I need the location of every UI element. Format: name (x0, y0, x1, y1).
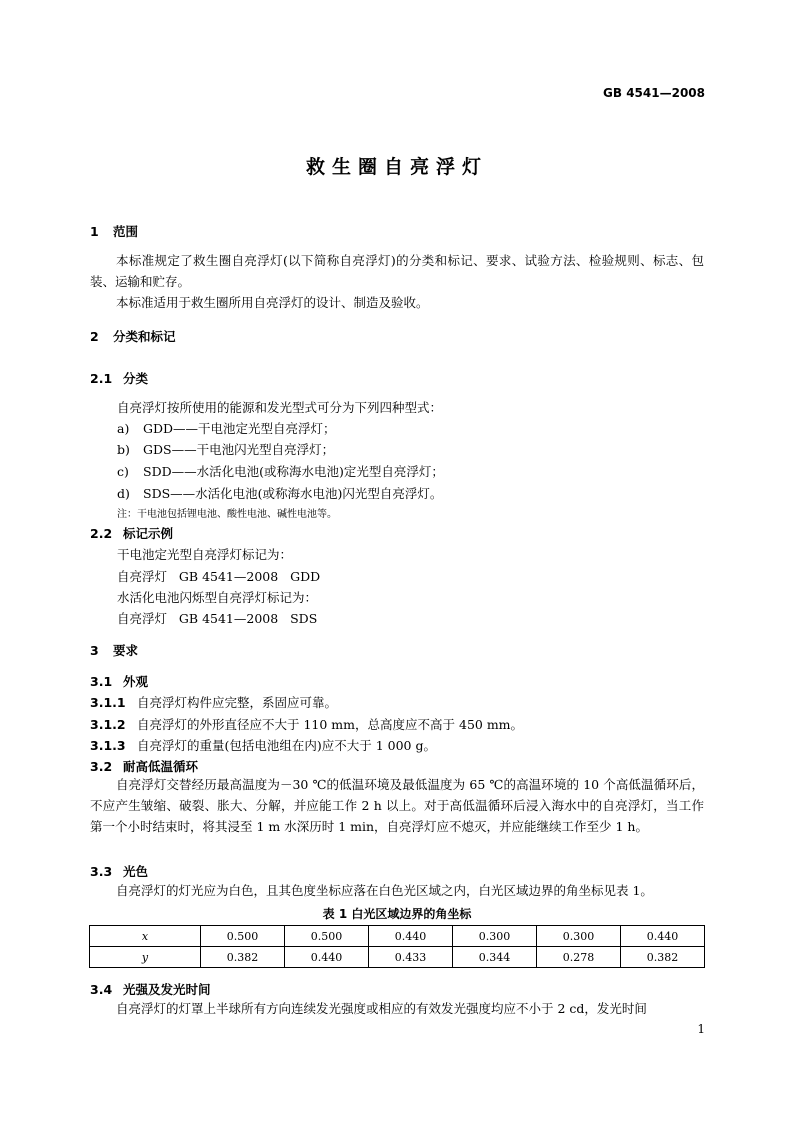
clause-3-1-1 (90, 693, 337, 711)
list-item-label: d) (117, 486, 130, 501)
section-number: 2.2 (90, 526, 113, 541)
table-row-label: x (90, 926, 201, 947)
section-2-1-heading (90, 369, 148, 387)
table-cell: 0.382 (201, 947, 285, 968)
clause-number: 3.1.1 (90, 695, 126, 710)
table-row (90, 947, 705, 968)
section-number: 3.1 (90, 674, 113, 689)
page-number: 1 (697, 1022, 705, 1036)
section-title: 耐高低温循环 (123, 759, 199, 774)
section-title: 光色 (123, 864, 149, 879)
table-cell: 0.440 (621, 926, 705, 947)
marking-example-1: 自亮浮灯 GB 4541—2008 GDD (117, 569, 321, 584)
section-number: 3.2 (90, 759, 113, 774)
table-cell: 0.382 (621, 947, 705, 968)
section-title: 要求 (113, 643, 139, 658)
section-number: 2.1 (90, 371, 113, 386)
list-item-label: b) (117, 442, 130, 457)
section-3-4-heading (90, 980, 211, 998)
list-item (117, 419, 336, 437)
section-3-3-paragraph: 自亮浮灯的灯光应为白色，且其色度坐标应落在白色光区域之内，白光区域边界的角坐标见表 1。 (116, 883, 653, 898)
table-cell: 0.500 (201, 926, 285, 947)
table-cell: 0.440 (369, 926, 453, 947)
section-1-heading (90, 222, 138, 240)
section-title: 标记示例 (123, 526, 174, 541)
standard-code: GB 4541—2008 (603, 86, 705, 100)
table-cell: 0.433 (369, 947, 453, 968)
list-item (117, 440, 334, 458)
section-title: 范围 (113, 224, 139, 239)
section-3-2-heading (90, 757, 198, 775)
section-3-2-paragraph: 自亮浮灯交替经历最高温度为－30 ℃的低温环境及最低温度为 65 ℃的高温环境的 10 个高低温循环后，不应产生皱缩、破裂、胀大、分解，并应能工作 2 h 以上。对于高低温循环后浸入海水中的自亮浮灯，当工作第一个小时结束时，将其浸至 1 m 水深历时 1 min，自亮浮灯应不熄灭，并应能继续工作至少 1 h。 (90, 777, 704, 834)
section-2-2-heading (90, 524, 173, 542)
section-1-paragraph-2: 本标准适用于救生圈所用自亮浮灯的设计、制造及验收。 (116, 295, 429, 310)
table-cell: 0.344 (453, 947, 537, 968)
clause-number: 3.1.3 (90, 738, 126, 753)
clause-number: 3.1.2 (90, 717, 126, 732)
clause-text: 自亮浮灯构件应完整，系固应可靠。 (137, 695, 338, 710)
list-item-text: SDD——水活化电池(或称海水电池)定光型自亮浮灯； (143, 464, 444, 479)
marking-line-2: 水活化电池闪烁型自亮浮灯标记为： (117, 590, 318, 605)
clause-text: 自亮浮灯的重量(包括电池组在内)应不大于 1 000 g。 (137, 738, 436, 753)
table-row (90, 926, 705, 947)
section-number: 3.4 (90, 982, 113, 997)
clause-text: 自亮浮灯的外形直径应不大于 110 mm，总高度应不高于 450 mm。 (137, 717, 524, 732)
list-item (117, 484, 442, 502)
table-cell: 0.300 (537, 926, 621, 947)
table-cell: 0.500 (285, 926, 369, 947)
section-number: 2 (90, 329, 99, 344)
list-item (117, 462, 444, 480)
section-3-1-heading (90, 672, 148, 690)
list-item-text: GDD——干电池定光型自亮浮灯； (143, 421, 336, 436)
marking-example-2: 自亮浮灯 GB 4541—2008 SDS (117, 611, 318, 626)
section-number: 3.3 (90, 864, 113, 879)
page-title: 救生圈自亮浮灯 (305, 156, 488, 178)
section-number: 1 (90, 224, 99, 239)
table-cell: 0.278 (537, 947, 621, 968)
table-caption: 表 1 白光区域边界的角坐标 (322, 907, 472, 921)
classification-intro: 自亮浮灯按所使用的能源和发光型式可分为下列四种型式： (117, 400, 443, 415)
list-item-text: GDS——干电池闪光型自亮浮灯； (143, 442, 335, 457)
section-title: 光强及发光时间 (123, 982, 211, 997)
list-item-text: SDS——水活化电池(或称海水电池)闪光型自亮浮灯。 (143, 486, 443, 501)
marking-line-1: 干电池定光型自亮浮灯标记为： (117, 547, 293, 562)
list-item-label: a) (117, 421, 130, 436)
section-title: 外观 (123, 674, 149, 689)
section-2-heading (90, 327, 176, 345)
table-row-label: y (90, 947, 201, 968)
clause-3-1-2 (90, 715, 523, 733)
table-cell: 0.300 (453, 926, 537, 947)
section-3-4-paragraph: 自亮浮灯的灯罩上半球所有方向连续发光强度或相应的有效发光强度均应不小于 2 cd，发光时间 (116, 1001, 647, 1016)
section-title: 分类 (123, 371, 149, 386)
white-light-coordinates-table (89, 925, 705, 968)
classification-note: 注：干电池包括锂电池、酸性电池、碱性电池等。 (117, 509, 337, 520)
section-3-3-heading (90, 862, 148, 880)
clause-3-1-3 (90, 736, 436, 754)
section-3-heading (90, 641, 138, 659)
section-1-paragraph-1: 本标准规定了救生圈自亮浮灯(以下简称自亮浮灯)的分类和标记、要求、试验方法、检验规则、标志、包装、运输和贮存。 (90, 253, 704, 289)
section-number: 3 (90, 643, 99, 658)
list-item-label: c) (117, 464, 129, 479)
table-cell: 0.440 (285, 947, 369, 968)
section-title: 分类和标记 (113, 329, 176, 344)
